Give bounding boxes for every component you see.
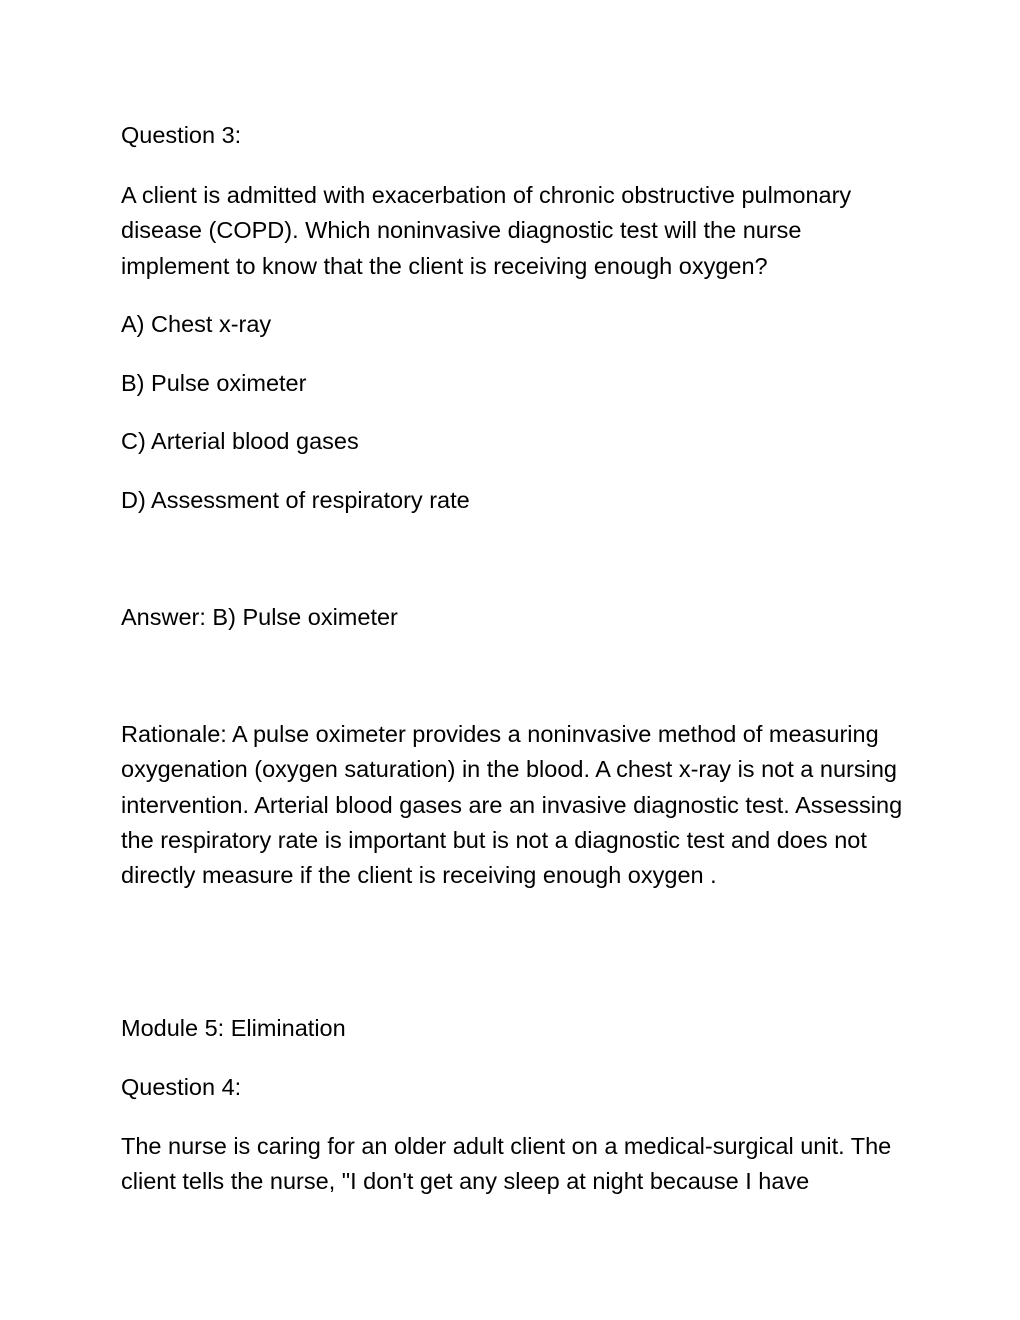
question-3-heading: Question 3: — [121, 122, 242, 148]
question-3-answer: Answer: B) Pulse oximeter — [121, 604, 398, 630]
question-4-stem: The nurse is caring for an older adult client on a medical-surgical unit. The client tells the nurse, "I don't get any sleep at night because I have — [121, 1133, 892, 1195]
module-heading: Module 5: Elimination — [121, 1015, 346, 1041]
question-3-stem: A client is admitted with exacerbation of chronic obstructive pulmonary disease (COPD). Which noninvasive diagnostic test will the nurse implement to know that the client is receiving enough oxygen? — [121, 182, 852, 279]
question-3-option-c: C) Arterial blood gases — [121, 428, 359, 454]
question-3-option-d: D) Assessment of respiratory rate — [121, 487, 470, 513]
question-3-rationale: Rationale: A pulse oximeter provides a noninvasive method of measuring oxygenation (oxygen saturation) in the blood. A chest x-ray is not a nursing intervention. Arterial blood gases are an invasive diagnostic test. Assessing the respiratory rate is important but is not a diagnostic test and does not directly measure if the client is receiving enough oxygen . — [121, 721, 903, 889]
question-3-option-a: A) Chest x-ray — [121, 311, 272, 337]
question-3-option-b: B) Pulse oximeter — [121, 370, 307, 396]
question-4-heading: Question 4: — [121, 1074, 242, 1100]
